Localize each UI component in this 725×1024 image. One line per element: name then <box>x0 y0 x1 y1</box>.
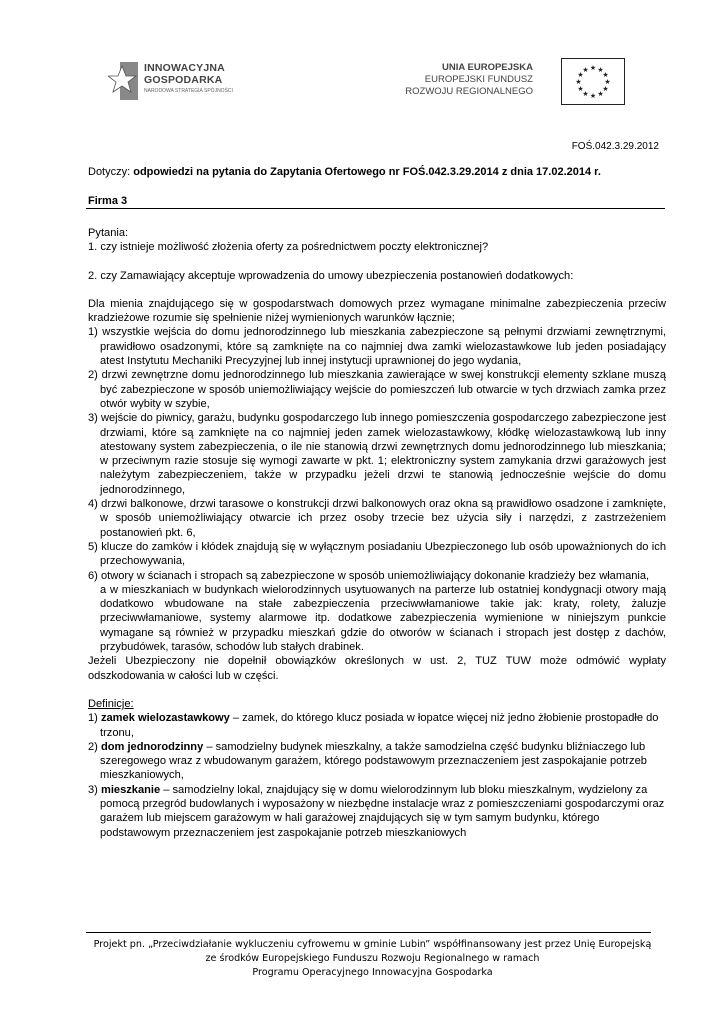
svg-text:★: ★ <box>597 66 604 74</box>
definition-text: – samodzielny lokal, znajdujący się w domu wielorodzinnym lub bloku mieszkalnym, wydzielony za pomocą przegród budowlanych i wyposażony w niezbędne instalacje wraz z pomieszczeniami gospodarczymi oraz garażem lub miejscem garażowym w hali garażowej znajdujących się w tym samym budynku, którego podstawowym przeznaczeniem jest zaspokajanie potrzeb mieszkaniowych <box>100 783 665 839</box>
svg-text:★: ★ <box>602 71 609 79</box>
footer-line-1: Projekt pn. „Przeciwdziałanie wykluczeniu cyfrowemu w gminie Lubin” współfinansowany jest przez Unię Europejską <box>93 939 652 950</box>
question-1: 1. czy istnieje możliwość złożenia oferty za pośrednictwem poczty elektronicznej? <box>88 241 489 254</box>
eu-logo-line1: UNIA EUROPEJSKA <box>442 62 533 73</box>
svg-text:★: ★ <box>577 71 584 79</box>
requirement-item: 3) wejście do piwnicy, garażu, budynku gospodarczego lub innego pomieszczenia gospodarczego zabezpieczone jest drzwiami, które są zamknięte na co najmniej jeden zamek wielozastawkowy, kłódkę wielozastawkową lub inny atestowany system zabezpieczenia, o ile nie stanowią drzwi zewnętrznych domu jednorodzinnego lub mieszkania; w przeciwnym razie stosuje się wymogi zawarte w pkt. 1; elektroniczny system zamykania drzwi garażowych jest należytym zabezpieczeniem, także w przypadku jeżeli drzwi te stanowią jednocześnie wejście do domu jednorodzinnego, <box>88 412 666 496</box>
eu-flag-icon <box>561 58 625 105</box>
svg-text:★: ★ <box>575 78 582 86</box>
subject-prefix: Dotyczy: <box>88 166 134 178</box>
ig-logo-line2: GOSPODARKA <box>144 74 223 86</box>
definition-item <box>88 711 666 740</box>
definitions-list <box>88 711 666 840</box>
definition-number: 1) <box>88 712 101 725</box>
svg-text:★: ★ <box>582 90 589 98</box>
requirement-6-subparagraph: a w mieszkaniach w budynkach wielorodzinnych usytuowanych na parterze lub ostatniej kondygnacji otwory mają dodatkowo wbudowane na stałe zabezpieczenia przeciwwłamaniowe takie jak: kraty, rolety, żaluzje przeciwwłamaniowe, systemy alarmowe itp. dodatkowe zabezpieczenia wymienione w niniejszym punkcie wymagane są również w przypadku mieszkań gdzie do otworów w ścianach i stropach jest dostęp z dachów, przybudówek, tarasów, schodów lub stałych drabinek. <box>100 583 666 654</box>
definition-item <box>88 783 666 840</box>
question-2: 2. czy Zamawiający akceptuje wprowadzenia do umowy ubezpieczenia postanowień dodatkowych: <box>88 269 574 282</box>
svg-text:★: ★ <box>597 90 604 98</box>
innowacyjna-gospodarka-logo <box>108 58 268 108</box>
definitions-heading <box>88 697 666 711</box>
svg-text:★: ★ <box>589 64 597 72</box>
closing-paragraph: Jeżeli Ubezpieczony nie dopełnił obowiązków określonych w ust. 2, TUZ TUW może odmówić wypłaty odszkodowania w całości lub w części. <box>88 655 666 682</box>
svg-text:★: ★ <box>604 78 611 86</box>
eu-logo-line3: ROZWOJU REGIONALNEGO <box>405 86 533 97</box>
requirement-item: 6) otwory w ścianach i stropach są zabezpieczone w sposób uniemożliwiający dokonanie kradzieży bez włamania, <box>88 569 650 582</box>
eu-logo-line2: EUROPEJSKI FUNDUSZ <box>424 74 533 85</box>
ig-logo-text <box>144 62 225 86</box>
ig-logo-line1: INNOWACYJNA <box>144 62 225 74</box>
footer-line-2: ze środków Europejskiego Funduszu Rozwoju Regionalnego w ramach <box>205 953 540 964</box>
svg-text:★: ★ <box>582 66 589 74</box>
footer <box>60 938 685 980</box>
footer-divider <box>86 932 651 933</box>
definition-term: mieszkanie <box>100 783 161 796</box>
definition-number: 3) <box>88 783 101 796</box>
definition-item <box>88 740 666 783</box>
star-logo-icon <box>108 58 140 104</box>
requirement-item: 5) klucze do zamków i kłódek znajdują się w wyłącznym posiadaniu Ubezpieczonego lub osób upoważnionych do ich przechowywania, <box>88 540 666 568</box>
eu-logo <box>405 58 625 113</box>
requirement-item: 1) wszystkie wejścia do domu jednorodzinnego lub mieszkania zabezpieczone są pełnymi drzwiami zewnętrznymi, prawidłowo osadzonymi, które są zamknięte na co najmniej dwa zamki wielozastawkowe lub jeden posiadający atest Instytutu Mechaniki Precyzyjnej lub innej instytucji uprawnionej do jego wydania, <box>88 326 666 368</box>
footer-line-3: Programu Operacyjnego Innowacyjna Gospodarka <box>252 967 493 978</box>
document-number: FOŚ.042.3.29.2012 <box>571 141 659 152</box>
firm-name: Firma 3 <box>88 195 128 207</box>
requirement-item: 4) drzwi balkonowe, drzwi tarasowe o konstrukcji drzwi balkonowych oraz okna są prawidłowo osadzone i zamknięte, w sposób uniemożliwiający otwarcie ich przez osoby trzecie bez użycia siły i narzędzi, z zastrzeżeniem postanowień pkt. 6, <box>88 498 666 539</box>
subject-text: odpowiedzi na pytania do Zapytania Ofertowego nr FOŚ.042.3.29.2014 z dnia 17.02.2014 r. <box>133 166 601 178</box>
divider <box>86 208 665 209</box>
svg-text:★: ★ <box>577 85 584 93</box>
document-body <box>88 226 666 840</box>
definition-text: – zamek, do którego klucz posiada w łopatce więcej niż jedno żłobienie prostopadłe do trzonu, <box>100 712 659 739</box>
eu-logo-text <box>405 62 533 98</box>
questions-heading: Pytania: <box>88 227 129 239</box>
svg-text:★: ★ <box>602 85 609 93</box>
intro-paragraph: Dla mienia znajdującego się w gospodarstwach domowych przez wymagane minimalne zabezpieczenia przeciw kradzieżowe rozumie się spełnienie niżej wymienionych warunków łącznie; <box>88 297 666 325</box>
ig-logo-subtitle: NARODOWA STRATEGIA SPÓJNOŚCI <box>144 88 233 94</box>
requirement-item: 2) drzwi zewnętrzne domu jednorodzinnego lub mieszkania zawierające w swej konstrukcji elementy szklane muszą być zabezpieczone w sposób uniemożliwiający wejście do pomieszczeń lub otwarcie w tych drzwiach zamka przez otwór wybity w szybie, <box>88 369 666 410</box>
definition-term: zamek wielozastawkowy <box>100 712 230 725</box>
definition-number: 2) <box>88 740 101 753</box>
definition-term: dom jednorodzinny <box>100 740 204 753</box>
subject-line <box>88 166 601 178</box>
definitions-heading-text: Definicje: <box>88 697 134 710</box>
requirements-list <box>88 325 666 582</box>
svg-text:★: ★ <box>589 92 597 100</box>
definition-text: – samodzielny budynek mieszkalny, a także samodzielna część budynku bliźniaczego lub szeregowego wraz z wbudowanym garażem, którego podstawowym przeznaczeniem jest zaspokajanie potrzeb mieszkaniowych, <box>100 740 647 782</box>
